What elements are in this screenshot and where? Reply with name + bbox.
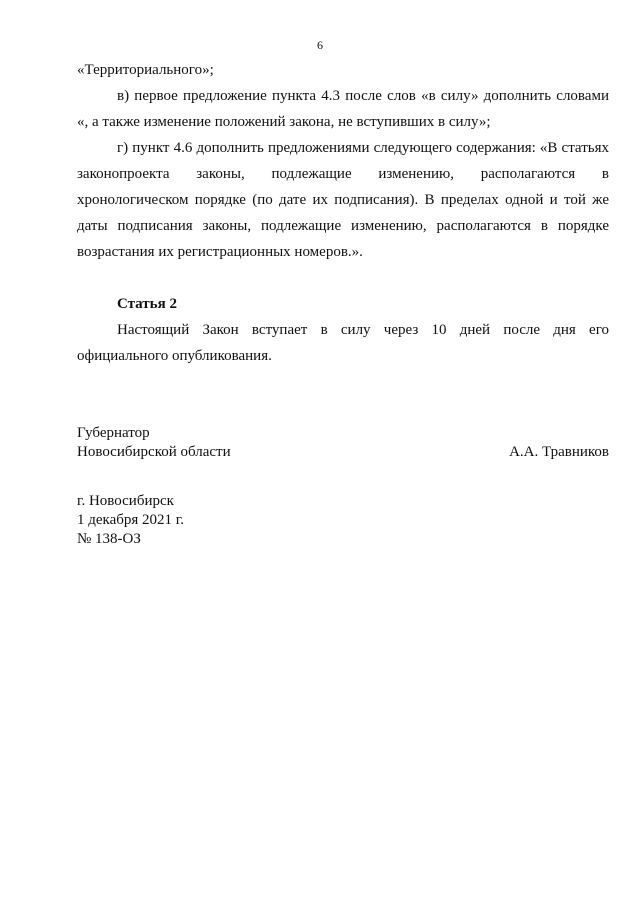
article-heading: Статья 2: [117, 296, 177, 312]
footer-city: г. Новосибирск: [77, 493, 174, 509]
article-text: Настоящий Закон вступает в силу через 10 дней после дня его официального опубликования.: [77, 322, 609, 364]
paragraph-item-g: г) пункт 4.6 дополнить предложениями следующего содержания: «В статьях законопроекта законы, подлежащие изменению, располагаются в хронологическом порядке (по дате их подписания). В пределах одной и той же даты подписания законы, подлежащие изменению, располагаются в порядке возрастания их регистрационных номеров.».: [77, 140, 609, 260]
page-number: 6: [317, 38, 323, 52]
signature-row: [77, 443, 609, 462]
footer-date: 1 декабря 2021 г.: [77, 512, 184, 528]
document-footer: [77, 492, 184, 549]
signature-block: [77, 424, 609, 462]
paragraph-item-v: в) первое предложение пункта 4.3 после слов «в силу» дополнить словами «, а также изменение положений закона, не вступивших в силу»;: [77, 88, 609, 130]
footer-law-number: № 138-ОЗ: [77, 531, 141, 547]
article-body: [77, 317, 609, 369]
signer-region: Новосибирской области: [77, 444, 231, 460]
paragraph-continuation: «Территориального»;: [77, 62, 214, 78]
signer-name: А.А. Травников: [509, 444, 609, 460]
signer-title: Губернатор: [77, 425, 150, 441]
amendment-text: [77, 57, 609, 265]
